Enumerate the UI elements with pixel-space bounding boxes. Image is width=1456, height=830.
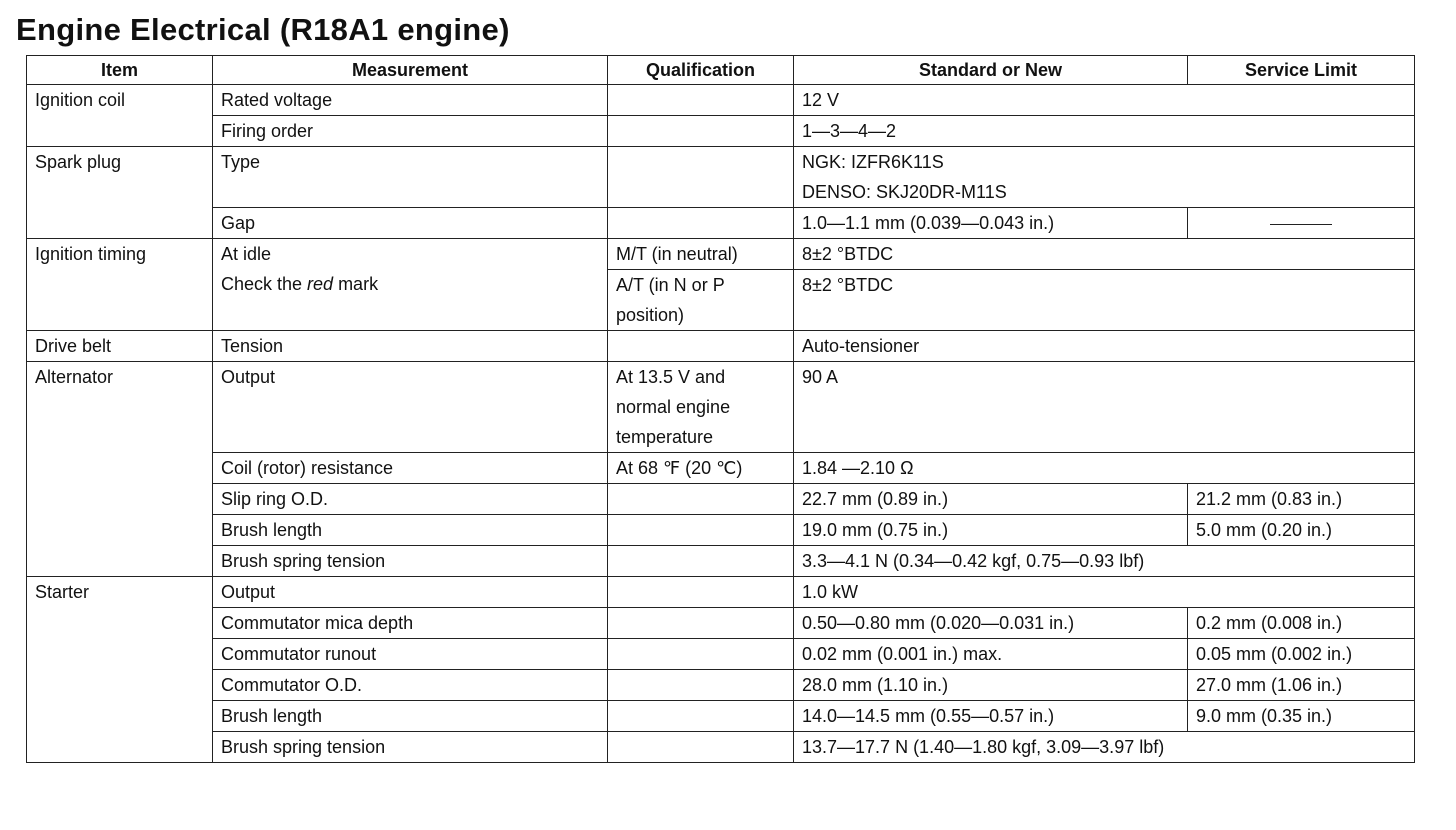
measurement-cell: Brush length bbox=[213, 701, 608, 732]
table-header-row bbox=[27, 56, 1415, 85]
item-cell: Ignition timing bbox=[27, 239, 213, 331]
table-row bbox=[27, 546, 1415, 577]
qualification-cell: At 68 ℉ (20 ℃) bbox=[608, 453, 794, 484]
standard-cell: 3.3—4.1 N (0.34—0.42 kgf, 0.75—0.93 lbf) bbox=[794, 546, 1415, 577]
emphasis-text: red bbox=[307, 274, 334, 294]
measurement-cell: Gap bbox=[213, 208, 608, 239]
standard-cell: 1.0 kW bbox=[794, 577, 1415, 608]
measurement-text: mark bbox=[333, 274, 379, 294]
standard-cell: 28.0 mm (1.10 in.) bbox=[794, 670, 1188, 701]
service-limit-cell: 0.2 mm (0.008 in.) bbox=[1188, 608, 1415, 639]
item-cell bbox=[27, 208, 213, 239]
standard-line: NGK: IZFR6K11S bbox=[802, 152, 944, 172]
table-row bbox=[27, 85, 1415, 116]
service-limit-cell: 9.0 mm (0.35 in.) bbox=[1188, 701, 1415, 732]
item-cell bbox=[27, 453, 213, 484]
qualification-cell bbox=[608, 546, 794, 577]
qualification-cell bbox=[608, 608, 794, 639]
standard-cell: 1.0—1.1 mm (0.039—0.043 in.) bbox=[794, 208, 1188, 239]
item-cell: Spark plug bbox=[27, 147, 213, 208]
measurement-cell: Rated voltage bbox=[213, 85, 608, 116]
header-item: Item bbox=[27, 56, 213, 85]
service-limit-cell bbox=[1188, 208, 1415, 239]
table-row bbox=[27, 331, 1415, 362]
table-row bbox=[27, 147, 1415, 208]
standard-cell: 12 V bbox=[794, 85, 1415, 116]
measurement-cell: Output bbox=[213, 577, 608, 608]
qualification-line: A/T (in N or P bbox=[616, 275, 725, 295]
measurement-cell: Commutator runout bbox=[213, 639, 608, 670]
qualification-cell bbox=[608, 208, 794, 239]
standard-cell: 22.7 mm (0.89 in.) bbox=[794, 484, 1188, 515]
qualification-cell bbox=[608, 270, 794, 331]
table-row bbox=[27, 577, 1415, 608]
service-limit-cell: 27.0 mm (1.06 in.) bbox=[1188, 670, 1415, 701]
measurement-cell: Brush spring tension bbox=[213, 732, 608, 763]
header-standard: Standard or New bbox=[794, 56, 1188, 85]
table-row bbox=[27, 670, 1415, 701]
item-cell bbox=[27, 484, 213, 515]
table-row bbox=[27, 362, 1415, 453]
standard-cell: 19.0 mm (0.75 in.) bbox=[794, 515, 1188, 546]
table-row bbox=[27, 732, 1415, 763]
measurement-cell: Output bbox=[213, 362, 608, 453]
standard-cell: 13.7—17.7 N (1.40—1.80 kgf, 3.09—3.97 lbf) bbox=[794, 732, 1415, 763]
item-cell bbox=[27, 732, 213, 763]
measurement-cell: Slip ring O.D. bbox=[213, 484, 608, 515]
not-applicable-dash bbox=[1270, 224, 1332, 225]
qualification-cell bbox=[608, 701, 794, 732]
item-cell bbox=[27, 116, 213, 147]
measurement-cell bbox=[213, 239, 608, 331]
standard-cell: Auto-tensioner bbox=[794, 331, 1415, 362]
header-service-limit: Service Limit bbox=[1188, 56, 1415, 85]
item-cell bbox=[27, 701, 213, 732]
qualification-cell bbox=[608, 85, 794, 116]
qualification-line: temperature bbox=[616, 427, 714, 447]
table-row bbox=[27, 453, 1415, 484]
qualification-line: position) bbox=[616, 305, 685, 325]
measurement-cell: Type bbox=[213, 147, 608, 208]
table-row bbox=[27, 639, 1415, 670]
measurement-cell: Commutator O.D. bbox=[213, 670, 608, 701]
table-row bbox=[27, 484, 1415, 515]
item-cell bbox=[27, 608, 213, 639]
standard-cell bbox=[794, 147, 1415, 208]
measurement-cell: Brush spring tension bbox=[213, 546, 608, 577]
qualification-cell bbox=[608, 484, 794, 515]
item-cell: Alternator bbox=[27, 362, 213, 453]
service-limit-cell: 5.0 mm (0.20 in.) bbox=[1188, 515, 1415, 546]
standard-cell: 1.84 —2.10 Ω bbox=[794, 453, 1415, 484]
header-qualification: Qualification bbox=[608, 56, 794, 85]
item-cell bbox=[27, 639, 213, 670]
qualification-cell bbox=[608, 577, 794, 608]
qualification-cell bbox=[608, 362, 794, 453]
measurement-line bbox=[221, 269, 599, 299]
standard-cell: 8±2 °BTDC bbox=[794, 270, 1415, 331]
measurement-text: Check the bbox=[221, 274, 308, 294]
measurement-cell: Brush length bbox=[213, 515, 608, 546]
qualification-cell: M/T (in neutral) bbox=[608, 239, 794, 270]
standard-cell: 8±2 °BTDC bbox=[794, 239, 1415, 270]
page-title: Engine Electrical (R18A1 engine) bbox=[16, 12, 510, 47]
service-limit-cell: 0.05 mm (0.002 in.) bbox=[1188, 639, 1415, 670]
item-cell: Starter bbox=[27, 577, 213, 608]
standard-cell: 90 A bbox=[794, 362, 1415, 453]
item-cell bbox=[27, 670, 213, 701]
standard-cell: 1—3—4—2 bbox=[794, 116, 1415, 147]
measurement-line: At idle bbox=[221, 244, 272, 264]
qualification-line: At 13.5 V and bbox=[616, 367, 726, 387]
qualification-cell bbox=[608, 331, 794, 362]
qualification-cell bbox=[608, 515, 794, 546]
qualification-cell bbox=[608, 670, 794, 701]
spec-table bbox=[26, 55, 1415, 763]
service-limit-cell: 21.2 mm (0.83 in.) bbox=[1188, 484, 1415, 515]
standard-line: DENSO: SKJ20DR-M11S bbox=[802, 182, 1007, 202]
qualification-cell bbox=[608, 639, 794, 670]
qualification-cell bbox=[608, 116, 794, 147]
table-row bbox=[27, 208, 1415, 239]
standard-cell: 0.50—0.80 mm (0.020—0.031 in.) bbox=[794, 608, 1188, 639]
qualification-cell bbox=[608, 147, 794, 208]
measurement-cell: Firing order bbox=[213, 116, 608, 147]
table-row bbox=[27, 116, 1415, 147]
measurement-cell: Commutator mica depth bbox=[213, 608, 608, 639]
item-cell bbox=[27, 546, 213, 577]
item-cell: Ignition coil bbox=[27, 85, 213, 116]
qualification-cell bbox=[608, 732, 794, 763]
table-row bbox=[27, 239, 1415, 270]
item-cell: Drive belt bbox=[27, 331, 213, 362]
header-measurement: Measurement bbox=[213, 56, 608, 85]
qualification-line: normal engine bbox=[616, 397, 731, 417]
table-row bbox=[27, 608, 1415, 639]
standard-cell: 14.0—14.5 mm (0.55—0.57 in.) bbox=[794, 701, 1188, 732]
table-row bbox=[27, 701, 1415, 732]
measurement-cell: Coil (rotor) resistance bbox=[213, 453, 608, 484]
item-cell bbox=[27, 515, 213, 546]
table-row bbox=[27, 515, 1415, 546]
measurement-cell: Tension bbox=[213, 331, 608, 362]
standard-cell: 0.02 mm (0.001 in.) max. bbox=[794, 639, 1188, 670]
